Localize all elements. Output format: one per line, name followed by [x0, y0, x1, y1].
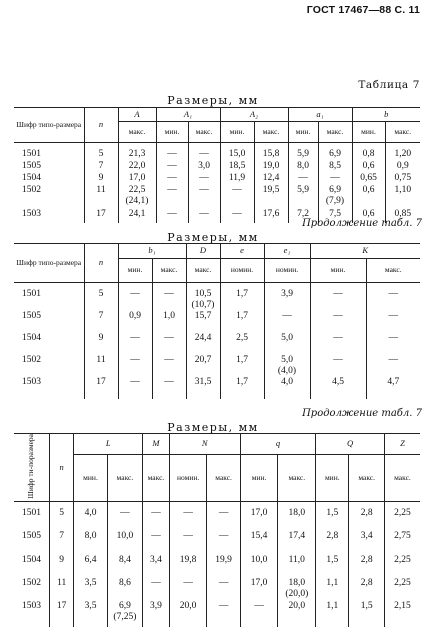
table-row [14, 508, 420, 531]
table-cell: 7,2 [288, 209, 318, 223]
table-cell: 11 [84, 355, 118, 377]
table-cell: 22,5 (24,1) [118, 185, 156, 209]
table-cell: — [107, 508, 143, 531]
table-cell: 5 [49, 508, 73, 531]
table-cell: — [310, 355, 366, 377]
table-cell: 12,4 [254, 173, 288, 185]
table-cell: 8,0 [288, 161, 318, 173]
max-header: макс. [384, 454, 420, 501]
table-cell: 22,0 [118, 161, 156, 173]
max-header: макс. [118, 122, 156, 143]
K-header: K [310, 244, 420, 259]
N-header: N [169, 434, 240, 455]
table-cell: 2,5 [220, 333, 264, 355]
table-cell: — [169, 531, 207, 555]
table-cell: — [366, 311, 420, 333]
n-header: n [49, 434, 73, 502]
table-cell: 2,25 [384, 508, 420, 531]
n-header: n [84, 244, 118, 283]
q-header: q [240, 434, 315, 455]
table-cell: 1,5 [349, 601, 385, 627]
table2 [14, 243, 420, 399]
table-cell: — [207, 578, 240, 601]
table-cell: — [118, 333, 152, 355]
table-cell: 3,4 [349, 531, 385, 555]
table-cell: — [240, 601, 278, 627]
table-cell: 1,5 [316, 508, 349, 531]
max-header: макс. [366, 259, 420, 283]
type-header: Шифр типо-размера [14, 108, 84, 143]
table-row [14, 355, 420, 377]
table-cell: 19,5 [254, 185, 288, 209]
min-header: мин. [220, 122, 254, 143]
table-cell: — [152, 377, 186, 399]
table-cell: 7 [84, 311, 118, 333]
table-cell: 2,75 [384, 531, 420, 555]
type-code-cell: 1505 [14, 531, 49, 555]
table-cell: 11 [49, 578, 73, 601]
table-cell: — [143, 508, 170, 531]
table-cell: 17,6 [254, 209, 288, 223]
type-code-cell: 1504 [14, 555, 49, 578]
table-cell: — [207, 601, 240, 627]
table-cell: 10,0 [240, 555, 278, 578]
table-cell: 5 [84, 289, 118, 311]
max-header: макс. [152, 259, 186, 283]
table-cell: — [207, 531, 240, 555]
table-cell: 15,0 [220, 149, 254, 161]
n-header: n [84, 108, 118, 143]
table-cell: — [310, 289, 366, 311]
table-cell: 6,9 [318, 149, 352, 161]
table-cell: — [310, 333, 366, 355]
min-header: мин. [316, 454, 349, 501]
table-cell: 8,5 [318, 161, 352, 173]
table-cell: 6,9 (7,9) [318, 185, 352, 209]
table-cell: — [366, 333, 420, 355]
table-cell: 8,0 [74, 531, 107, 555]
table-cell: — [207, 508, 240, 531]
table-cell: 17,0 [240, 508, 278, 531]
table-cell: — [156, 173, 188, 185]
table-cell: 17 [84, 377, 118, 399]
table-cell: 11,0 [278, 555, 316, 578]
table2-title: Размеры, мм [167, 231, 259, 244]
A2-header: A₂ [220, 108, 288, 122]
table-cell: — [152, 355, 186, 377]
table3-title: Размеры, мм [167, 421, 259, 434]
type-code-cell: 1502 [14, 355, 84, 377]
page-header: ГОСТ 17467—88 С. 11 [306, 4, 420, 16]
table-cell: 1,7 [220, 289, 264, 311]
type-code-cell: 1501 [14, 508, 49, 531]
table-cell: 9 [84, 333, 118, 355]
table2-continuation: Продолжение табл. 7 [302, 218, 422, 229]
e1-header: e₁ [264, 244, 310, 259]
A-header: A [118, 108, 156, 122]
table-cell: 1,1 [316, 578, 349, 601]
table-cell: — [118, 355, 152, 377]
type-code-cell: 1504 [14, 333, 84, 355]
nom-header: номин. [169, 454, 207, 501]
table-cell: — [169, 508, 207, 531]
type-header: Шифр типо-размера [14, 244, 84, 283]
max-header: макс. [143, 454, 170, 501]
table-cell: 1,20 [385, 149, 420, 161]
table1 [14, 107, 420, 223]
Q-header: Q [316, 434, 385, 455]
a1-header: a₁ [288, 108, 352, 122]
min-header: мин. [156, 122, 188, 143]
table-cell: 7 [49, 531, 73, 555]
nom-header: номин. [220, 259, 264, 283]
table-cell: — [156, 161, 188, 173]
table-cell: — [152, 289, 186, 311]
type-code-cell: 1502 [14, 578, 49, 601]
table-row [14, 333, 420, 355]
table-cell: 2,15 [384, 601, 420, 627]
table-cell: 18,0 (20,0) [278, 578, 316, 601]
table-row [14, 601, 420, 627]
type-header: Шифр ти-поразмера [14, 434, 49, 502]
table-cell: 1,7 [220, 311, 264, 333]
table-cell: 4,0 [264, 377, 310, 399]
type-code-cell: 1504 [14, 173, 84, 185]
table-cell: 0,75 [385, 173, 420, 185]
table-cell: 24,4 [186, 333, 220, 355]
table-cell: — [264, 311, 310, 333]
table-cell: 7 [84, 161, 118, 173]
table-cell: — [156, 149, 188, 161]
table-cell: 3,0 [188, 161, 220, 173]
table-cell: — [188, 173, 220, 185]
table-cell: 0,9 [385, 161, 420, 173]
table-cell: — [156, 209, 188, 223]
table-cell: — [366, 355, 420, 377]
table-cell: 2,8 [349, 578, 385, 601]
b1-header: b₁ [118, 244, 186, 259]
table-row [14, 578, 420, 601]
table-cell: 3,9 [264, 289, 310, 311]
e-header: e [220, 244, 264, 259]
table-cell: 5,9 [288, 149, 318, 161]
max-header: макс. [188, 122, 220, 143]
table-cell: 1,0 [152, 311, 186, 333]
table-cell: 2,8 [349, 555, 385, 578]
table-cell: 1,5 [316, 555, 349, 578]
table-cell: 4,7 [366, 377, 420, 399]
table-cell: — [310, 311, 366, 333]
table-row [14, 185, 420, 209]
table-cell: 9 [49, 555, 73, 578]
table-cell: 3,5 [74, 578, 107, 601]
table-cell: — [152, 333, 186, 355]
type-code-cell: 1505 [14, 161, 84, 173]
max-header: макс. [207, 454, 240, 501]
table-cell: 11,9 [220, 173, 254, 185]
table-cell: — [156, 185, 188, 209]
table-cell: 1,1 [316, 601, 349, 627]
type-code-cell: 1502 [14, 185, 84, 209]
table-row [14, 311, 420, 333]
M-header: M [143, 434, 170, 455]
table-cell: 19,0 [254, 161, 288, 173]
table-cell: 17 [49, 601, 73, 627]
table-cell: 9 [84, 173, 118, 185]
table-cell: 31,5 [186, 377, 220, 399]
type-code-cell: 1501 [14, 289, 84, 311]
max-header: макс. [318, 122, 352, 143]
table-cell: 20,0 [278, 601, 316, 627]
Z-header: Z [384, 434, 420, 455]
table-row [14, 289, 420, 311]
table-cell: — [288, 173, 318, 185]
table-row [14, 531, 420, 555]
min-header: мин. [310, 259, 366, 283]
table-cell: 0,6 [352, 209, 385, 223]
table-cell: — [143, 578, 170, 601]
table-cell: 19,9 [207, 555, 240, 578]
table-cell: 8,4 [107, 555, 143, 578]
table-row [14, 173, 420, 185]
min-header: мин. [74, 454, 107, 501]
min-header: мин. [288, 122, 318, 143]
A1-header: A₁ [156, 108, 220, 122]
table-cell: 6,4 [74, 555, 107, 578]
table-cell: — [118, 289, 152, 311]
table-cell: 5 [84, 149, 118, 161]
table-cell: 0,9 [118, 311, 152, 333]
max-header: макс. [186, 259, 220, 283]
table-cell: 5,0 [264, 333, 310, 355]
max-header: макс. [254, 122, 288, 143]
table-cell: 7,5 [318, 209, 352, 223]
table-cell: 24,1 [118, 209, 156, 223]
table-cell: — [220, 185, 254, 209]
table-number: Таблица 7 [358, 79, 420, 91]
type-code-cell: 1503 [14, 601, 49, 627]
table-cell: 15,8 [254, 149, 288, 161]
table-cell: 2,8 [316, 531, 349, 555]
table-cell: 8,6 [107, 578, 143, 601]
nom-header: номин. [264, 259, 310, 283]
min-header: мин. [118, 259, 152, 283]
D-header: D [186, 244, 220, 259]
table-row [14, 161, 420, 173]
max-header: макс. [349, 454, 385, 501]
table-cell: 20,7 [186, 355, 220, 377]
table3-continuation: Продолжение табл. 7 [302, 408, 422, 419]
table-cell: 18,5 [220, 161, 254, 173]
table-cell: 10,0 [107, 531, 143, 555]
table-cell: 1,10 [385, 185, 420, 209]
L-header: L [74, 434, 143, 455]
max-header: макс. [385, 122, 420, 143]
table-cell: — [220, 209, 254, 223]
min-header: мин. [352, 122, 385, 143]
table-cell: 4,0 [74, 508, 107, 531]
table-cell: 18,0 [278, 508, 316, 531]
table-cell: 21,3 [118, 149, 156, 161]
table-cell: — [318, 173, 352, 185]
table-cell: 5,9 [288, 185, 318, 209]
table-cell: 3,4 [143, 555, 170, 578]
table-row [14, 149, 420, 161]
table-cell: 2,8 [349, 508, 385, 531]
max-header: макс. [278, 454, 316, 501]
type-code-cell: 1501 [14, 149, 84, 161]
b-header: b [352, 108, 420, 122]
table-cell: 1,7 [220, 377, 264, 399]
table-cell: 17 [84, 209, 118, 223]
table-cell: 3,5 [74, 601, 107, 627]
table-cell: 0,8 [352, 149, 385, 161]
table-cell: 0,6 [352, 185, 385, 209]
table-cell: — [118, 377, 152, 399]
table-cell: — [169, 578, 207, 601]
min-header: мин. [240, 454, 278, 501]
table-row [14, 377, 420, 399]
table-cell: 0,65 [352, 173, 385, 185]
table-cell: — [188, 209, 220, 223]
type-code-cell: 1503 [14, 377, 84, 399]
table-cell: 4,5 [310, 377, 366, 399]
table-cell: 19,8 [169, 555, 207, 578]
table-cell: — [143, 531, 170, 555]
table-cell: 1,7 [220, 355, 264, 377]
table-cell: 10,5 (10,7) [186, 289, 220, 311]
max-header: макс. [107, 454, 143, 501]
table-cell: — [366, 289, 420, 311]
type-code-cell: 1503 [14, 209, 84, 223]
table-cell: 11 [84, 185, 118, 209]
table-cell: — [188, 185, 220, 209]
table-cell: 15,7 [186, 311, 220, 333]
table-cell: 0,85 [385, 209, 420, 223]
table-cell: 3,9 [143, 601, 170, 627]
table-cell: 0,6 [352, 161, 385, 173]
table-cell: 17,0 [240, 578, 278, 601]
type-code-cell: 1505 [14, 311, 84, 333]
table-cell: 15,4 [240, 531, 278, 555]
table-cell: 17,0 [118, 173, 156, 185]
table-cell: 2,25 [384, 555, 420, 578]
table-cell: — [188, 149, 220, 161]
table1-title: Размеры, мм [167, 94, 259, 107]
table-cell: 6,9 (7,25) [107, 601, 143, 627]
table3 [14, 433, 420, 627]
table-cell: 2,25 [384, 578, 420, 601]
table-row [14, 555, 420, 578]
table-cell: 17,4 [278, 531, 316, 555]
table-cell: 20,0 [169, 601, 207, 627]
table-cell: 5,0 (4,0) [264, 355, 310, 377]
